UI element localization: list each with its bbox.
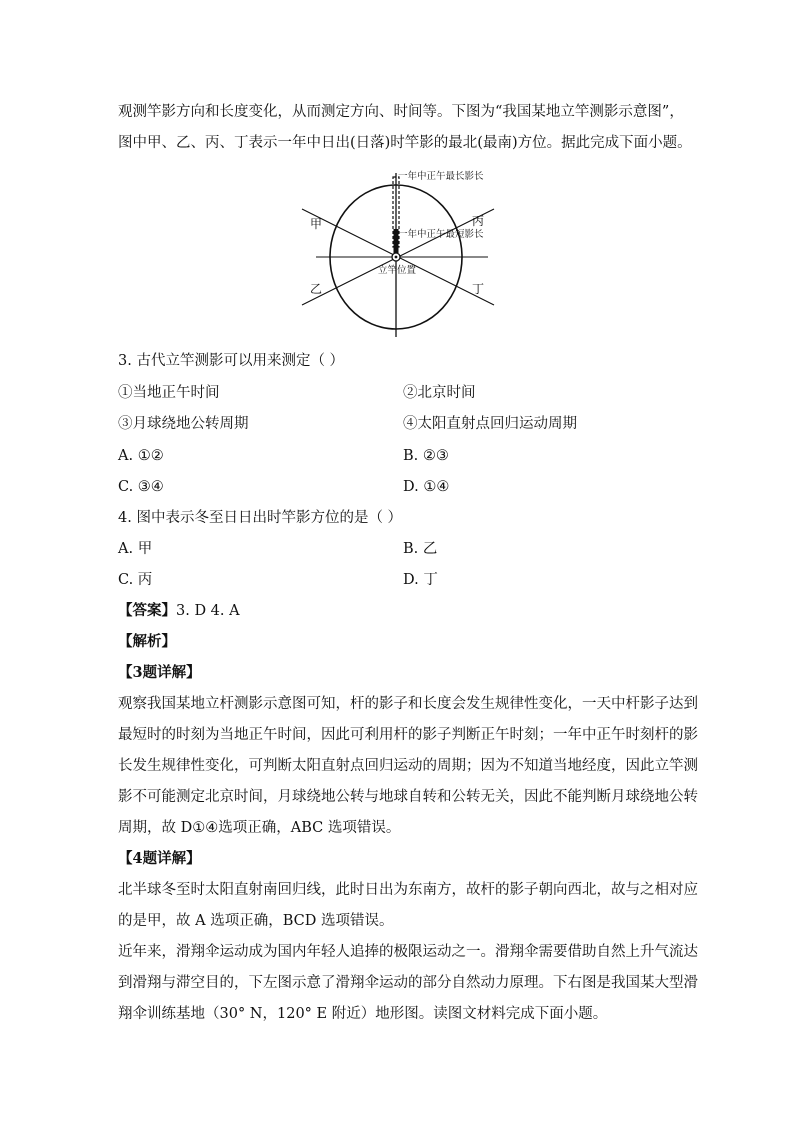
q3-choice-b: B. ②③ — [403, 448, 449, 464]
answer-label: 【答案】 — [118, 602, 176, 619]
material-line: 近年来，滑翔伞运动成为国内年轻人追捧的极限运动之一。滑翔伞需要借助自然上升气流达 — [118, 944, 698, 960]
q4-detail-line: 北半球冬至时太阳直射南回归线，此时日出为东南方，故杆的影子朝向西北，故与之相对应 — [118, 882, 698, 898]
material-line: 到滑翔与滞空目的，下左图示意了滑翔伞运动的部分自然动力原理。下右图是我国某大型滑 — [118, 975, 698, 991]
q3-choice-d: D. ①④ — [403, 479, 450, 495]
answer-text: 3. D 4. A — [176, 603, 240, 619]
label-bing: 丙 — [472, 214, 485, 228]
q3-detail-title: 【3题详解】 — [118, 664, 201, 681]
q4-stem: 4. 图中表示冬至日日出时竿影方位的是（ ） — [118, 510, 403, 526]
label-yi: 乙 — [310, 282, 323, 296]
q3-option-1: ①当地正午时间 — [118, 385, 220, 401]
q3-detail-line: 观察我国某地立杆测影示意图可知，杆的影子和长度会发生规律性变化，一天中杆影子达到 — [118, 696, 698, 712]
q3-choice-a: A. ①② — [118, 448, 164, 464]
q3-detail-line: 周期，故 D①④选项正确，ABC 选项错误。 — [118, 820, 401, 836]
q4-choice-c: C. 丙 — [118, 572, 153, 588]
q4-detail-line: 的是甲，故 A 选项正确，BCD 选项错误。 — [118, 913, 394, 929]
q4-choice-b: B. 乙 — [403, 541, 438, 557]
q3-option-4: ④太阳直射点回归运动周期 — [403, 416, 577, 432]
pole-center-dot — [395, 256, 398, 259]
shadow-diagram — [300, 165, 505, 340]
q4-choice-d: D. 丁 — [403, 572, 438, 588]
label-pole-position: 立竿位置 — [378, 265, 417, 276]
q4-detail-title: 【4题详解】 — [118, 850, 201, 867]
q3-option-3: ③月球绕地公转周期 — [118, 416, 249, 432]
label-jia: 甲 — [310, 217, 323, 231]
label-max-shadow: 一年中正午最长影长 — [398, 171, 484, 182]
q3-choice-c: C. ③④ — [118, 479, 164, 495]
label-min-shadow: 一年中正午最短影长 — [398, 229, 484, 240]
q3-detail-line: 影不可能测定北京时间，月球绕地公转与地球自转和公转无关，因此不能判断月球绕地公转 — [118, 789, 698, 805]
q3-detail-line: 长发生规律性变化，可判断太阳直射点回归运动的周期；因为不知道当地经度，因此立竿测 — [118, 758, 698, 774]
intro-line-1: 观测竿影方向和长度变化，从而测定方向、时间等。下图为“我国某地立竿测影示意图”， — [118, 104, 684, 120]
label-ding: 丁 — [472, 282, 485, 296]
q3-option-2: ②北京时间 — [403, 385, 476, 401]
q3-stem: 3. 古代立竿测影可以用来测定（ ） — [118, 353, 345, 369]
q4-choice-a: A. 甲 — [118, 541, 153, 557]
material-line: 翔伞训练基地（30° N，120° E 附近）地形图。读图文材料完成下面小题。 — [118, 1006, 608, 1022]
answer-row — [118, 601, 240, 621]
intro-line-2: 图中甲、乙、丙、丁表示一年中日出(日落)时竿影的最北(最南)方位。据此完成下面小题。 — [118, 135, 692, 151]
analysis-label: 【解析】 — [118, 633, 176, 650]
q3-detail-line: 最短时的时刻为当地正午时间，因此可利用杆的影子判断正午时刻；一年中正午时刻杆的影 — [118, 727, 698, 743]
